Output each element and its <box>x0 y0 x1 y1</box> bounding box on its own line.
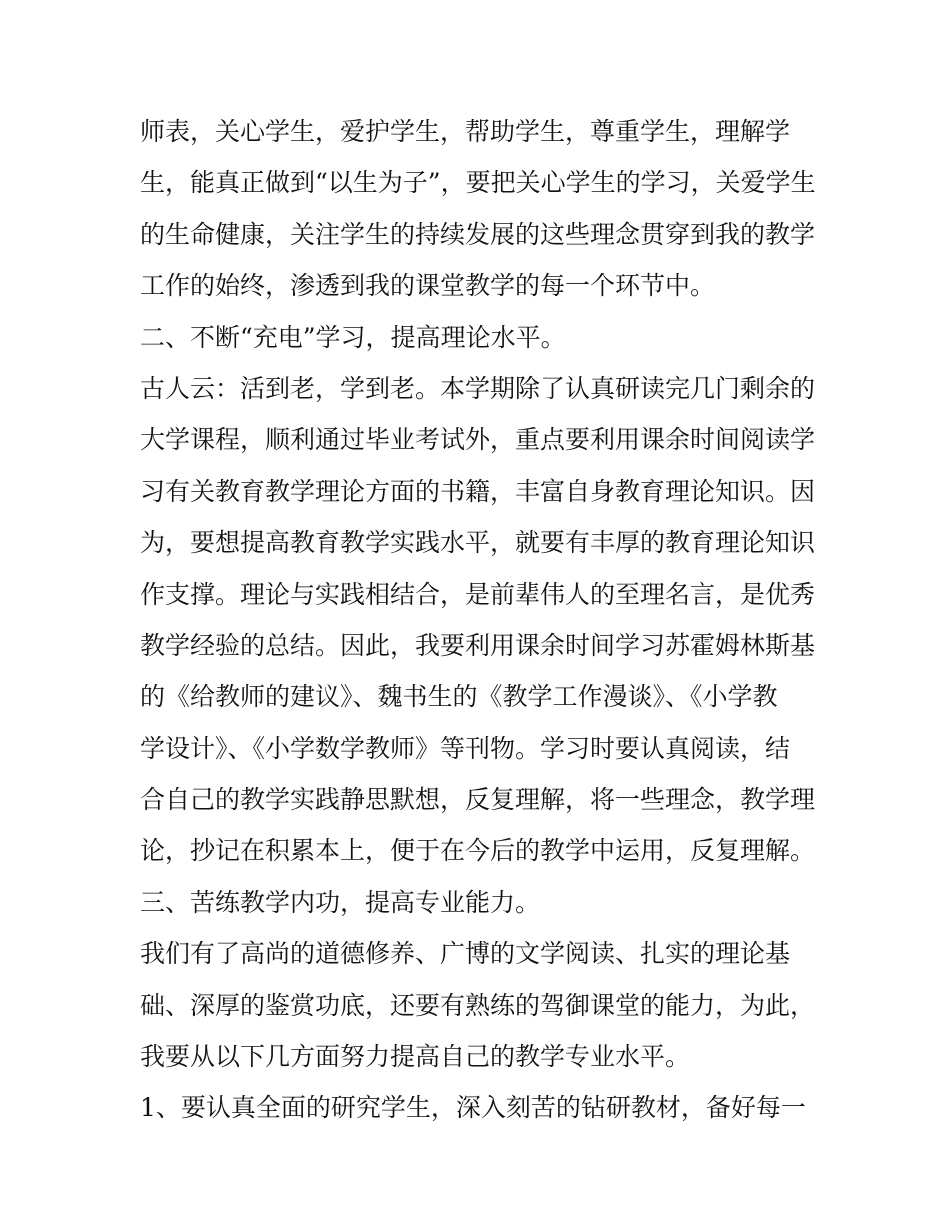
list-item-1: 1、要认真全面的研究学生，深入刻苦的钻研教材，备好每一 <box>140 1093 806 1123</box>
text-line: 础、深厚的鉴赏功底，还要有熟练的驾御课堂的能力，为此， <box>140 990 816 1020</box>
body-text <box>140 106 830 1134</box>
text-line: 论，抄记在积累本上，便于在今后的教学中运用，反复理解。 <box>140 836 816 866</box>
text-line: 为，要想提高教育教学实践水平，就要有丰厚的教育理论知识 <box>140 528 816 558</box>
text-line: 古人云：活到老，学到老。本学期除了认真研读完几门剩余的 <box>140 373 816 403</box>
section-heading-2: 二、不断“充电”学习，提高理论水平。 <box>140 322 566 352</box>
text-line: 合自己的教学实践静思默想，反复理解，将一些理念，教学理 <box>140 785 816 815</box>
text-line: 习有关教育教学理论方面的书籍，丰富自身教育理论知识。因 <box>140 476 816 506</box>
text-line: 我们有了高尚的道德修养、广博的文学阅读、扎实的理论基 <box>140 939 791 969</box>
text-line: 学设计》、《小学数学教师》等刊物。学习时要认真阅读，结 <box>140 733 791 763</box>
text-line: 作支撑。理论与实践相结合，是前辈伟人的至理名言，是优秀 <box>140 579 816 609</box>
text-line: 教学经验的总结。因此，我要利用课余时间学习苏霍姆林斯基 <box>140 630 816 660</box>
text-line: 大学课程，顺利通过毕业考试外，重点要利用课余时间阅读学 <box>140 425 816 455</box>
text-line: 的《给教师的建议》、魏书生的《教学工作漫谈》、《小学教 <box>140 682 778 712</box>
text-line: 我要从以下几方面努力提高自己的教学专业水平。 <box>140 1042 691 1072</box>
text-line: 工作的始终，渗透到我的课堂教学的每一个环节中。 <box>140 271 716 301</box>
text-line: 的生命健康，关注学生的持续发展的这些理念贯穿到我的教学 <box>140 219 816 249</box>
text-line: 生，能真正做到“以生为子”，要把关心学生的学习，关爱学生 <box>140 168 816 198</box>
section-heading-3: 三、苦练教学内功，提高专业能力。 <box>140 887 541 917</box>
text-line: 师表，关心学生，爱护学生，帮助学生，尊重学生，理解学 <box>140 117 791 146</box>
